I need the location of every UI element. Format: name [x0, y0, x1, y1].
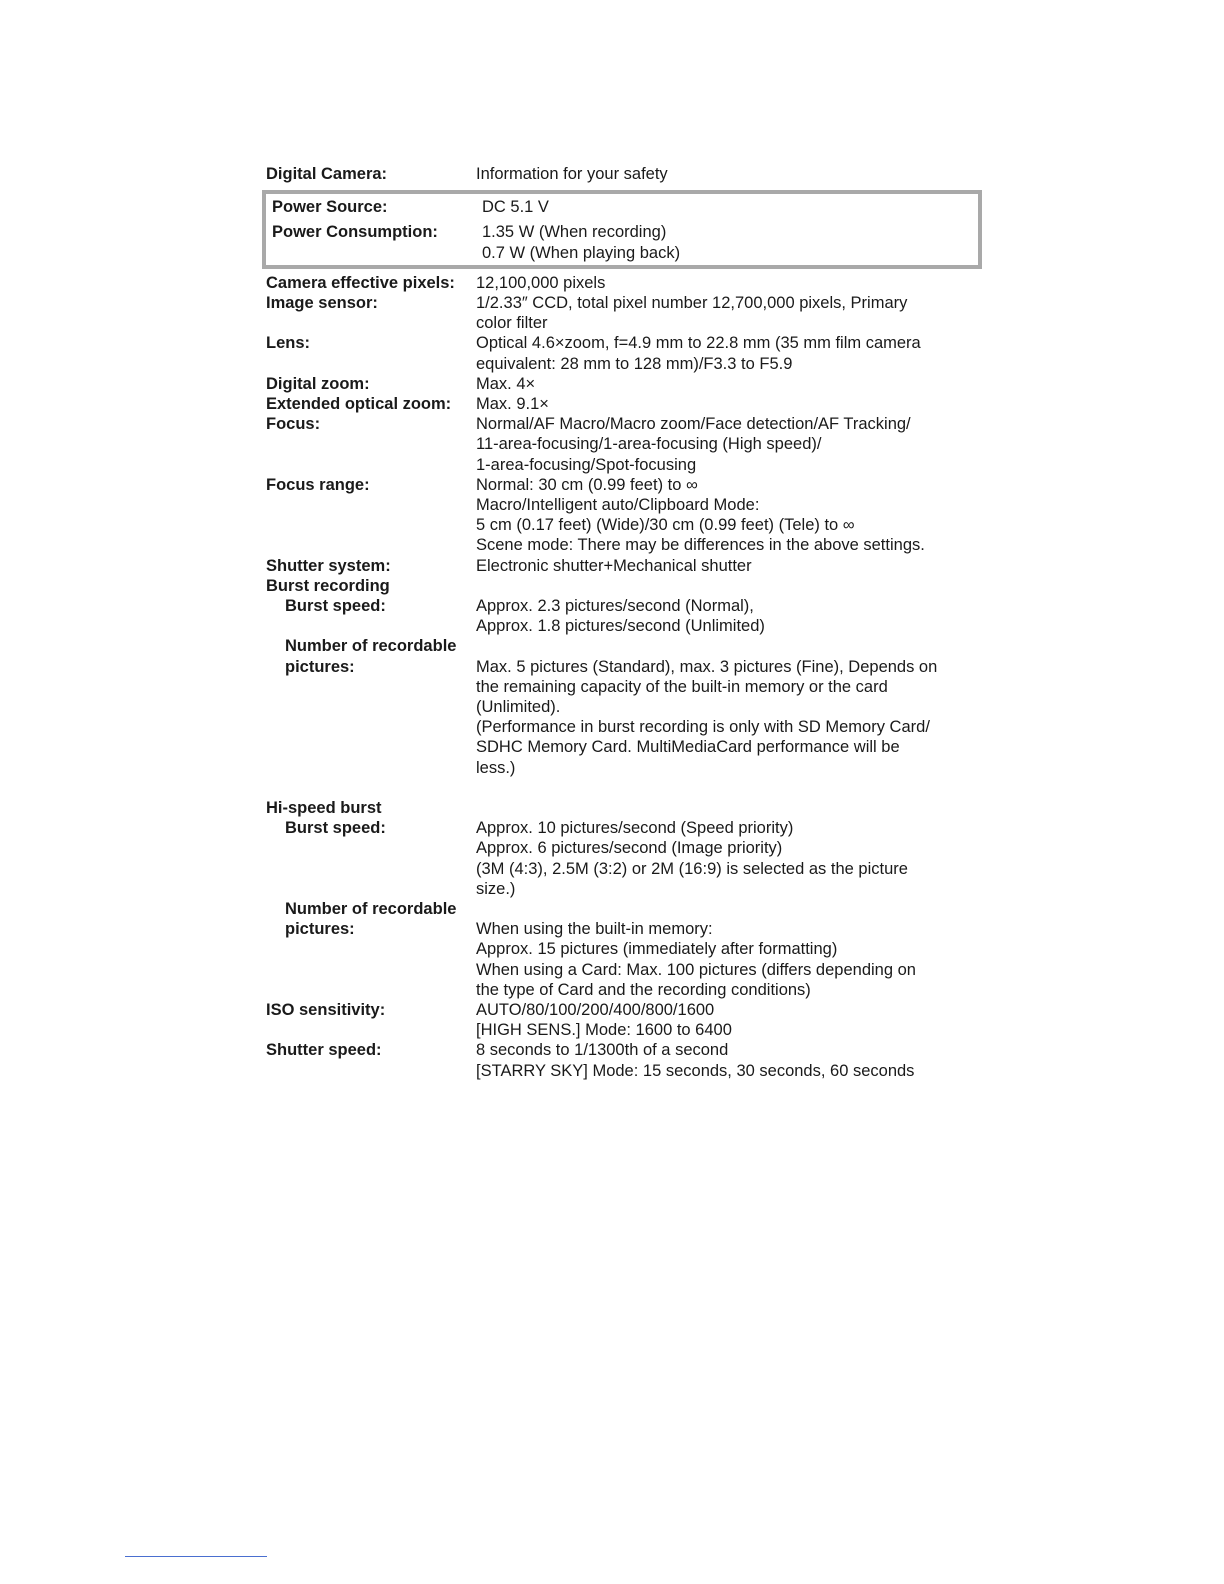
spec-label: pictures:	[285, 657, 355, 676]
spec-row-burst-number-heading	[266, 636, 978, 656]
spec-row-hispeed-number	[266, 919, 978, 1000]
spec-label: Digital zoom:	[266, 374, 370, 393]
spec-row-digital-zoom	[266, 374, 978, 394]
spec-row-image-sensor	[266, 293, 978, 333]
spec-row-power-consumption	[272, 222, 978, 262]
spec-label: Lens:	[266, 334, 311, 353]
spec-row-iso	[266, 1000, 978, 1040]
spec-label: Camera effective pixels:	[266, 273, 455, 292]
spec-value: 1.35 W (When recording) 0.7 W (When playing back)	[482, 223, 681, 262]
header-value: Information for your safety	[476, 165, 668, 183]
spec-value: 1/2.33″ CCD, total pixel number 12,700,000 pixels, Primary color filter	[476, 294, 908, 333]
spec-row-burst-number	[266, 657, 978, 778]
spec-label: Number of recordable	[285, 899, 457, 918]
section-heading: Burst recording	[266, 576, 390, 595]
section-heading: Hi-speed burst	[266, 798, 382, 817]
spec-label: Burst speed:	[285, 819, 386, 838]
section-heading-burst	[266, 576, 978, 596]
spec-label: ISO sensitivity:	[266, 1000, 386, 1019]
spec-value: Max. 5 pictures (Standard), max. 3 pictures (Fine), Depends on the remaining capacity of the built-in memory or the card (Unlimited). (Performance in burst recording is only with SD Memory Card/ SDHC Memory Card. MultiMediaCard performance will be less.)	[476, 657, 938, 777]
spec-row-hispeed-speed	[266, 818, 978, 899]
spec-value: 8 seconds to 1/1300th of a second [STARRY SKY] Mode: 15 seconds, 30 seconds, 60 seconds	[476, 1041, 915, 1080]
spec-sheet	[266, 164, 978, 1081]
spec-row-focus-range	[266, 475, 978, 556]
spec-row-hispeed-number-heading	[266, 899, 978, 919]
spec-value: Max. 9.1×	[476, 395, 549, 414]
spec-label: Burst speed:	[285, 597, 386, 616]
spec-row-shutter-speed	[266, 1040, 978, 1080]
spec-label: pictures:	[285, 920, 355, 939]
spec-label: Focus range:	[266, 475, 370, 494]
spec-value: Electronic shutter+Mechanical shutter	[476, 556, 752, 575]
spec-label: Power Consumption:	[272, 223, 438, 242]
spec-label: Number of recordable	[285, 637, 457, 656]
spec-value: AUTO/80/100/200/400/800/1600 [HIGH SENS.] Mode: 1600 to 6400	[476, 1000, 732, 1040]
spec-value: Normal: 30 cm (0.99 feet) to ∞ Macro/Intelligent auto/Clipboard Mode: 5 cm (0.17 feet) (Wide)/30 cm (0.99 feet) (Tele) to ∞ Scene mode: There may be differences in the above settings.	[476, 475, 925, 555]
spec-label: Focus:	[266, 415, 321, 434]
spec-row-effective-pixels	[266, 273, 978, 293]
spec-label: Image sensor:	[266, 294, 378, 313]
spec-row-burst-speed	[266, 596, 978, 636]
spec-row-focus	[266, 414, 978, 475]
spec-value: Max. 4×	[476, 374, 536, 393]
header-row	[266, 164, 978, 184]
spec-row-extended-optical-zoom	[266, 394, 978, 414]
spec-row-shutter-system	[266, 556, 978, 576]
spec-value: When using the built-in memory: Approx. 15 pictures (immediately after formatting) When using a Card: Max. 100 pictures (differs depending on the type of Card and the recording conditions)	[476, 920, 916, 999]
spec-value: Normal/AF Macro/Macro zoom/Face detection/AF Tracking/ 11-area-focusing/1-area-focusing (High speed)/ 1-area-focusing/Spot-focusing	[476, 415, 911, 474]
spec-label: Shutter system:	[266, 556, 391, 575]
spec-value: Optical 4.6×zoom, f=4.9 mm to 22.8 mm (35 mm film camera equivalent: 28 mm to 128 mm)/F3.3 to F5.9	[476, 334, 921, 373]
section-heading-hispeed	[266, 798, 978, 818]
spacer	[266, 778, 978, 798]
spec-label: Shutter speed:	[266, 1041, 382, 1060]
spec-value: Approx. 2.3 pictures/second (Normal), Approx. 1.8 pictures/second (Unlimited)	[476, 597, 765, 636]
header-label: Digital Camera:	[266, 165, 388, 183]
spec-label: Power Source:	[272, 198, 388, 217]
footer-rule	[125, 1556, 267, 1557]
spec-value: 12,100,000 pixels	[476, 273, 606, 292]
spec-value: DC 5.1 V	[482, 198, 549, 217]
spec-row-power-source	[272, 197, 978, 217]
spec-label: Extended optical zoom:	[266, 395, 452, 414]
spec-row-lens	[266, 333, 978, 373]
safety-box	[262, 190, 982, 269]
spec-value: Approx. 10 pictures/second (Speed priority) Approx. 6 pictures/second (Image priority) (3M (4:3), 2.5M (3:2) or 2M (16:9) is selected as the picture size.)	[476, 819, 908, 898]
